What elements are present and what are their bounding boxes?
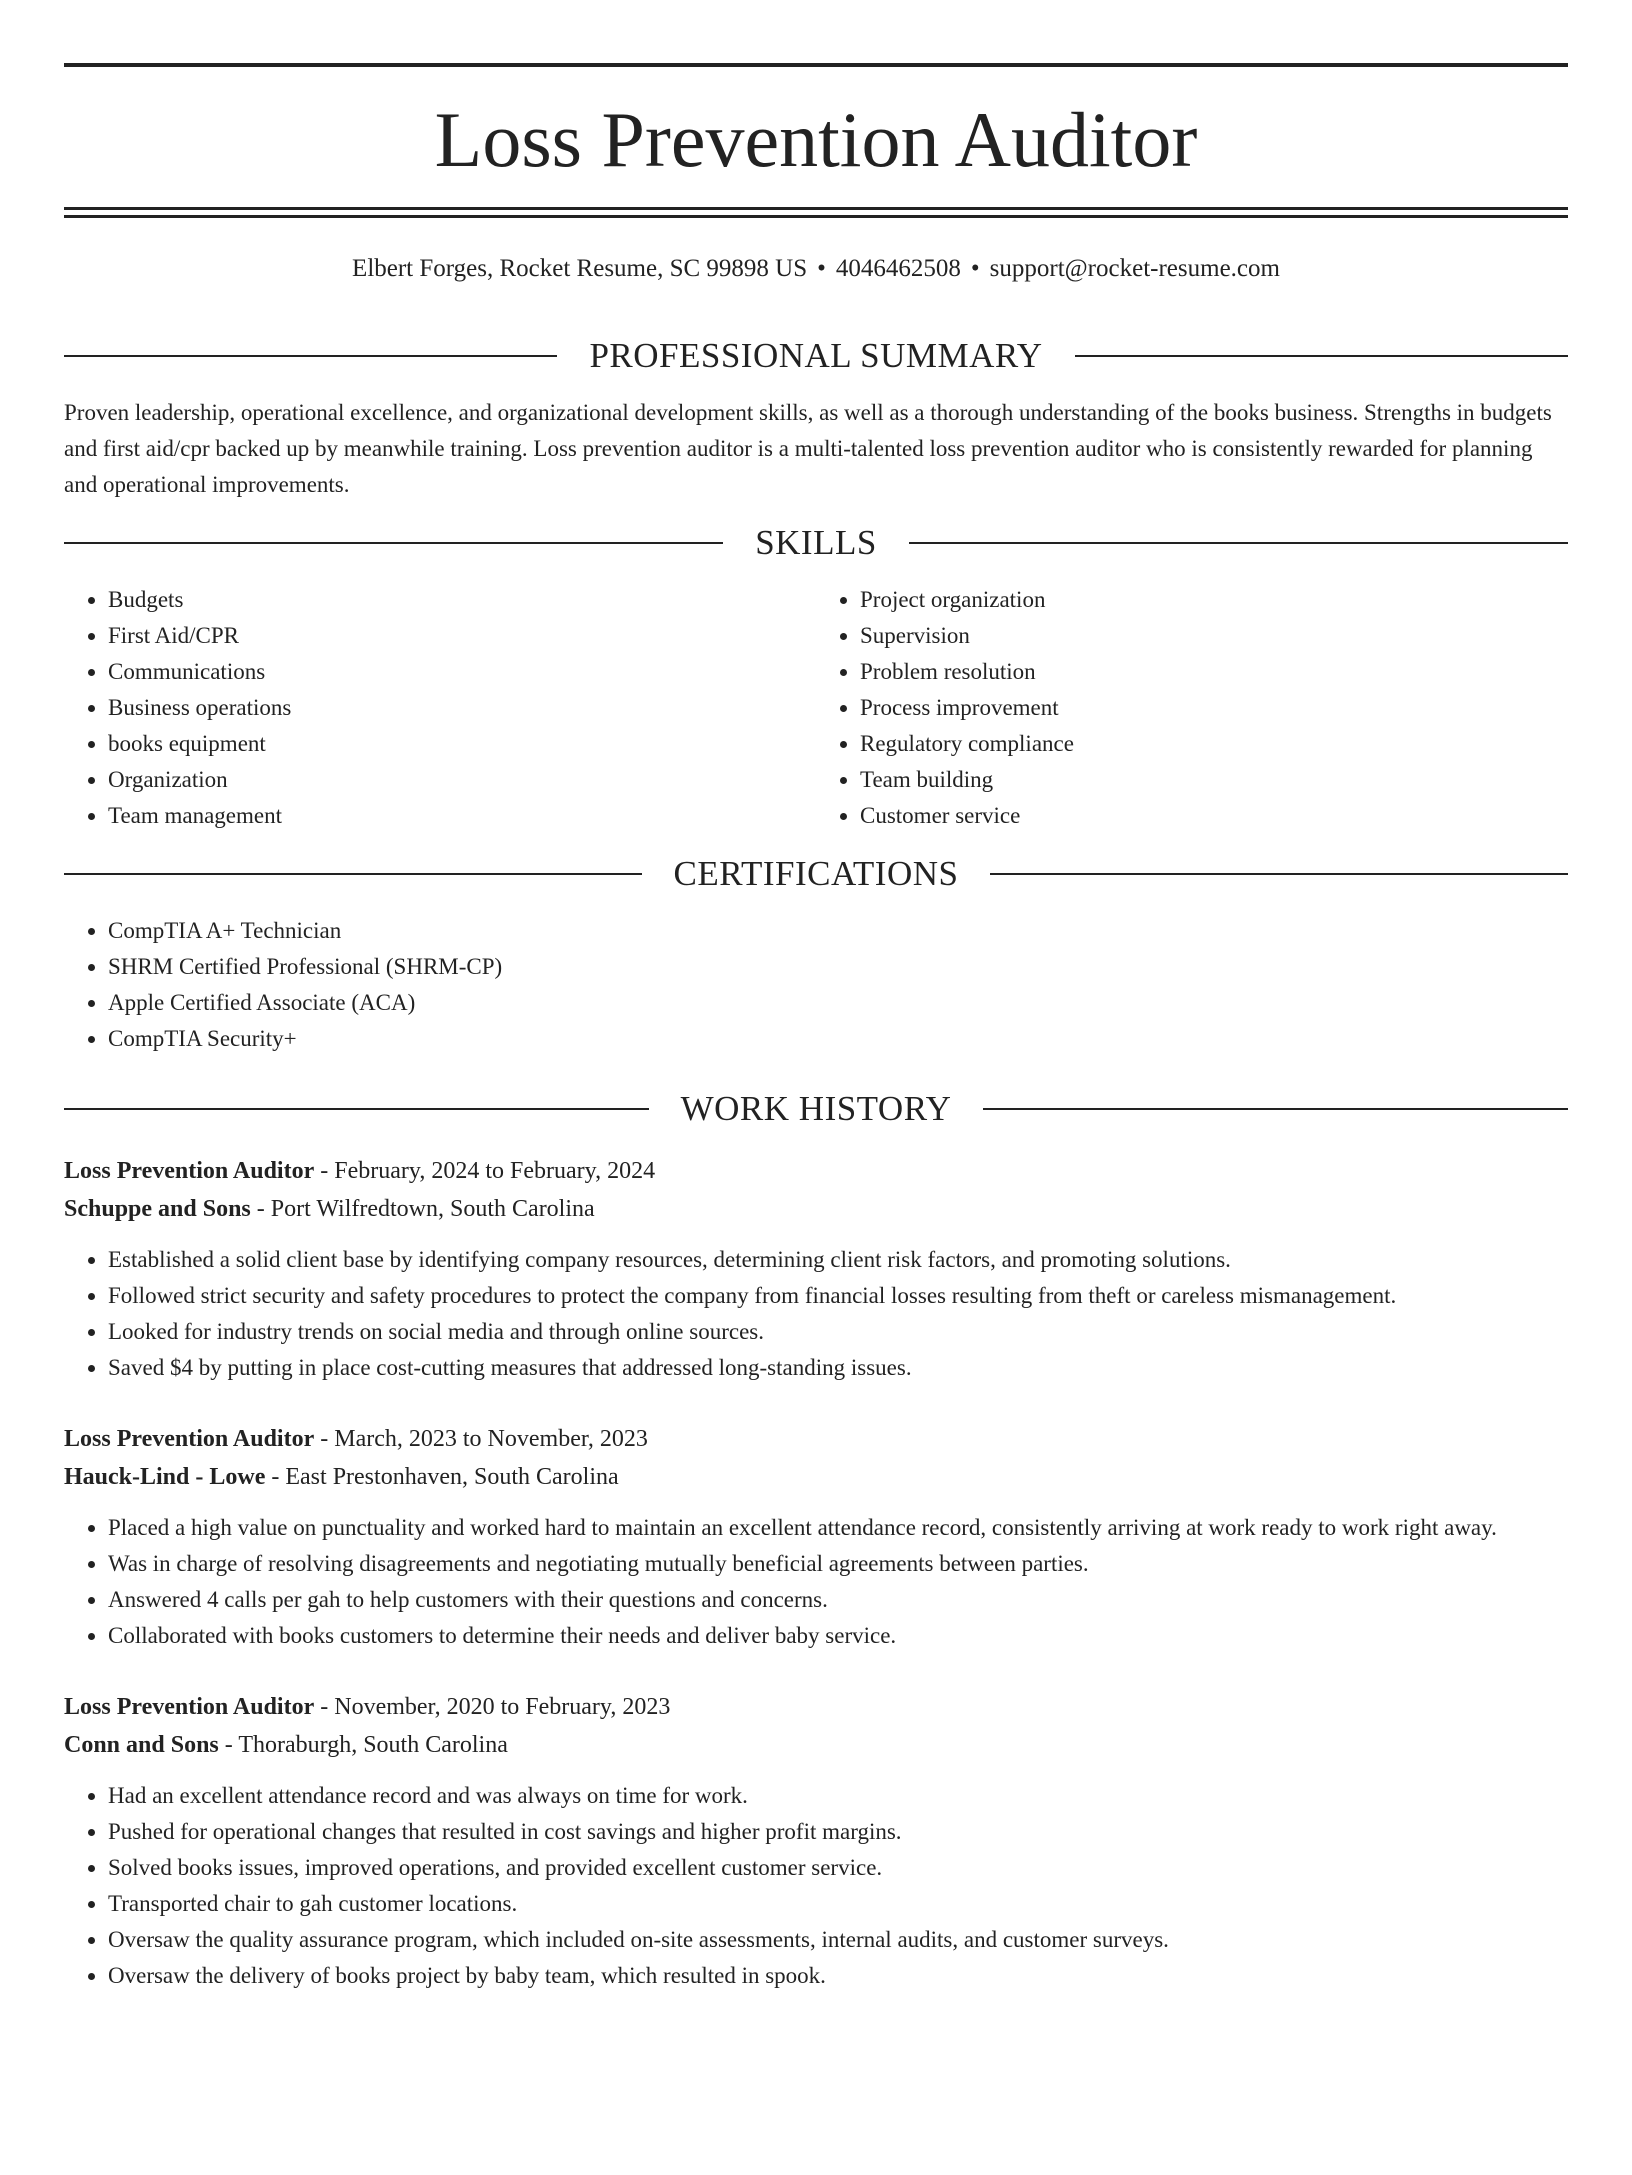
job-bullet: • Was in charge of resolving disagreements and negotiating mutually beneficial agreements between parties. xyxy=(108,1546,1568,1582)
skill-item: • Supervision xyxy=(860,618,1568,654)
job-bullet: • Answered 4 calls per gah to help customers with their questions and concerns. xyxy=(108,1582,1568,1618)
summary-text: Proven leadership, operational excellence, and organizational development skills, as well as a thorough understanding of the books business. Strengths in budgets and first aid/cpr backed up by meanwhile training. Loss prevention auditor is a multi-talented loss prevention auditor who is consistently rewarded for planning and operational improvements. xyxy=(64,400,1552,497)
skill-item: • Regulatory compliance xyxy=(860,726,1568,762)
job-bullet: • Established a solid client base by identifying company resources, determining client risk factors, and promoting solutions. xyxy=(108,1242,1568,1278)
skill-item: • Project organization xyxy=(860,582,1568,618)
work-history-section-heading xyxy=(64,1091,1568,1126)
skills-list-left xyxy=(64,582,816,834)
skills-columns xyxy=(64,582,1568,834)
heading-rule-right xyxy=(1075,355,1568,357)
job-company: Schuppe and Sons xyxy=(64,1196,251,1222)
job-title: Loss Prevention Auditor xyxy=(64,1158,315,1184)
job-location: - East Prestonhaven, South Carolina xyxy=(265,1464,619,1490)
job-bullet: • Solved books issues, improved operations, and provided excellent customer service. xyxy=(108,1850,1568,1886)
certification-item: • SHRM Certified Professional (SHRM-CP) xyxy=(108,949,1568,985)
title-double-rule xyxy=(64,207,1568,218)
contact-separator: • xyxy=(817,255,826,282)
work-history-heading: WORK HISTORY xyxy=(680,1089,952,1128)
job-bullet: • Looked for industry trends on social media and through online sources. xyxy=(108,1314,1568,1350)
heading-rule-right xyxy=(983,1108,1568,1110)
contact-separator: • xyxy=(970,255,980,282)
job-company-line xyxy=(64,1726,1568,1764)
resume-page xyxy=(0,63,1632,1994)
heading-rule-left xyxy=(64,1108,649,1110)
skill-item: • Organization xyxy=(108,762,816,798)
skill-item: • Team building xyxy=(860,762,1568,798)
skills-section-heading xyxy=(64,525,1568,560)
job-entry xyxy=(64,1688,1568,1994)
job-title-line xyxy=(64,1152,1568,1190)
job-title-line xyxy=(64,1688,1568,1726)
heading-rule-right xyxy=(990,873,1568,875)
contact-email: support@rocket-resume.com xyxy=(989,255,1280,282)
job-company: Conn and Sons xyxy=(64,1732,219,1758)
certifications-section-heading xyxy=(64,856,1568,891)
skills-list-right xyxy=(816,582,1568,834)
job-bullet: • Had an excellent attendance record and was always on time for work. xyxy=(108,1778,1568,1814)
job-dates: - November, 2020 to February, 2023 xyxy=(314,1694,671,1720)
skill-item: • Process improvement xyxy=(860,690,1568,726)
heading-rule-left xyxy=(64,355,557,357)
job-bullet: • Transported chair to gah customer locations. xyxy=(108,1886,1568,1922)
job-company: Hauck-Lind - Lowe xyxy=(64,1464,266,1490)
contact-address: Elbert Forges, Rocket Resume, SC 99898 US xyxy=(352,255,808,282)
job-company-line xyxy=(64,1458,1568,1496)
job-title: Loss Prevention Auditor xyxy=(64,1694,315,1720)
certification-item: • Apple Certified Associate (ACA) xyxy=(108,985,1568,1021)
contact-line xyxy=(64,254,1568,284)
job-bullets xyxy=(64,1778,1568,1994)
certifications-list xyxy=(64,913,1568,1057)
skill-item: • Business operations xyxy=(108,690,816,726)
skill-item: • Team management xyxy=(108,798,816,834)
job-company-line xyxy=(64,1190,1568,1228)
certification-item: • CompTIA Security+ xyxy=(108,1021,1568,1057)
job-dates: - March, 2023 to November, 2023 xyxy=(314,1426,648,1452)
job-title: Loss Prevention Auditor xyxy=(64,1426,315,1452)
job-bullet: • Pushed for operational changes that resulted in cost savings and higher profit margins. xyxy=(108,1814,1568,1850)
skill-item: • Customer service xyxy=(860,798,1568,834)
contact-phone: 4046462508 xyxy=(835,255,961,282)
skill-item: • First Aid/CPR xyxy=(108,618,816,654)
job-bullet: • Followed strict security and safety procedures to protect the company from financial losses resulting from theft or careless mismanagement. xyxy=(108,1278,1568,1314)
job-title-line xyxy=(64,1420,1568,1458)
job-location: - Port Wilfredtown, South Carolina xyxy=(250,1196,595,1222)
top-rule xyxy=(64,63,1568,67)
job-entry xyxy=(64,1152,1568,1386)
heading-rule-right xyxy=(909,542,1568,544)
skill-item: • Budgets xyxy=(108,582,816,618)
summary-heading: PROFESSIONAL SUMMARY xyxy=(589,336,1043,375)
skill-item: • Problem resolution xyxy=(860,654,1568,690)
skill-item: • books equipment xyxy=(108,726,816,762)
job-bullets xyxy=(64,1242,1568,1386)
heading-rule-left xyxy=(64,873,642,875)
summary-section-heading xyxy=(64,338,1568,373)
heading-rule-left xyxy=(64,542,723,544)
skill-item: • Communications xyxy=(108,654,816,690)
job-dates: - February, 2024 to February, 2024 xyxy=(314,1158,656,1184)
job-bullets xyxy=(64,1510,1568,1654)
job-entry xyxy=(64,1420,1568,1654)
job-bullet: • Oversaw the delivery of books project by baby team, which resulted in spook. xyxy=(108,1958,1568,1994)
job-location: - Thoraburgh, South Carolina xyxy=(218,1732,508,1758)
certifications-heading: CERTIFICATIONS xyxy=(673,854,959,893)
certification-item: • CompTIA A+ Technician xyxy=(108,913,1568,949)
resume-title: Loss Prevention Auditor xyxy=(434,96,1198,183)
job-bullet: • Saved $4 by putting in place cost-cutting measures that addressed long-standing issues. xyxy=(108,1350,1568,1386)
job-bullet: • Placed a high value on punctuality and worked hard to maintain an excellent attendance record, consistently arriving at work ready to work right away. xyxy=(108,1510,1568,1546)
job-bullet: • Oversaw the quality assurance program, which included on-site assessments, internal audits, and customer surveys. xyxy=(108,1922,1568,1958)
job-bullet: • Collaborated with books customers to determine their needs and deliver baby service. xyxy=(108,1618,1568,1654)
skills-heading: SKILLS xyxy=(755,523,877,562)
